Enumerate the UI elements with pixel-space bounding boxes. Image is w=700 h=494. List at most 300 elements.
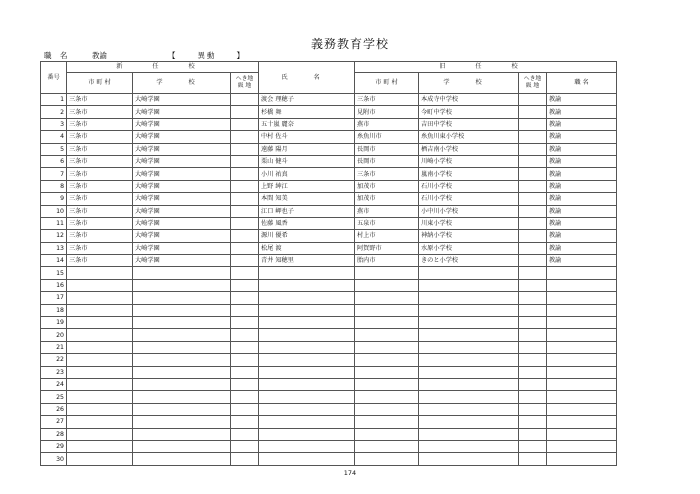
table-row: [41, 403, 617, 415]
position-cell: 教諭: [547, 106, 617, 118]
category-label: [158, 50, 256, 61]
job-title-label: 職 名: [44, 51, 71, 60]
new-school-cell: [133, 366, 231, 378]
new-remote-cell: [231, 255, 259, 267]
table-row: [41, 391, 617, 403]
new-school-cell: 大崎学園: [133, 217, 231, 229]
table-row: [41, 267, 617, 279]
new-remote-cell: [231, 168, 259, 180]
new-municipality-cell: [67, 366, 133, 378]
row-number: 3: [41, 118, 67, 130]
new-municipality-cell: [67, 453, 133, 465]
new-remote-cell: [231, 193, 259, 205]
page-title: 義務教育学校: [310, 37, 389, 51]
name-cell: [259, 366, 355, 378]
new-municipality-cell: 三条市: [67, 230, 133, 242]
new-school-cell: [133, 440, 231, 452]
old-remote-cell: [519, 403, 547, 415]
new-municipality-cell: 三条市: [67, 155, 133, 167]
new-remote-cell: [231, 205, 259, 217]
old-remote-cell: [519, 180, 547, 192]
table-row: [41, 143, 617, 155]
row-number: 8: [41, 180, 67, 192]
old-municipality-cell: [355, 416, 419, 428]
old-school-cell: [419, 292, 519, 304]
position-cell: [547, 366, 617, 378]
new-remote-cell: [231, 106, 259, 118]
new-municipality-cell: 三条市: [67, 168, 133, 180]
table-row: [41, 193, 617, 205]
position-cell: [547, 341, 617, 353]
table-row: [41, 366, 617, 378]
row-number: 17: [41, 292, 67, 304]
position-cell: 教諭: [547, 205, 617, 217]
table-row: [41, 242, 617, 254]
old-school-cell: [419, 378, 519, 390]
new-municipality-cell: [67, 354, 133, 366]
new-remote-cell: [231, 366, 259, 378]
new-municipality-cell: 三条市: [67, 180, 133, 192]
header-old-remote: [519, 73, 547, 94]
row-number: 12: [41, 230, 67, 242]
new-remote-cell: [231, 131, 259, 143]
old-remote-cell: [519, 193, 547, 205]
new-remote-cell: [231, 155, 259, 167]
header-old-municipality: 市 町 村: [355, 73, 419, 94]
header-new-remote-top: へき地: [235, 76, 254, 82]
new-municipality-cell: [67, 267, 133, 279]
new-remote-cell: [231, 378, 259, 390]
position-cell: 教諭: [547, 217, 617, 229]
table-row: [41, 106, 617, 118]
job-title-value: 教諭: [92, 51, 107, 60]
table-row: [41, 255, 617, 267]
old-remote-cell: [519, 378, 547, 390]
row-number: 20: [41, 329, 67, 341]
old-municipality-cell: [355, 378, 419, 390]
row-number: 14: [41, 255, 67, 267]
new-school-cell: 大崎学園: [133, 106, 231, 118]
old-remote-cell: [519, 292, 547, 304]
new-remote-cell: [231, 329, 259, 341]
position-cell: [547, 378, 617, 390]
new-remote-cell: [231, 440, 259, 452]
old-school-cell: 川崎小学校: [419, 155, 519, 167]
old-municipality-cell: [355, 329, 419, 341]
old-remote-cell: [519, 391, 547, 403]
old-municipality-cell: 糸魚川市: [355, 131, 419, 143]
new-municipality-cell: [67, 279, 133, 291]
new-remote-cell: [231, 403, 259, 415]
new-school-cell: [133, 391, 231, 403]
table-row: [41, 205, 617, 217]
new-school-cell: 大崎学園: [133, 118, 231, 130]
old-school-cell: [419, 304, 519, 316]
old-remote-cell: [519, 329, 547, 341]
row-number: 23: [41, 366, 67, 378]
new-municipality-cell: [67, 329, 133, 341]
row-number: 25: [41, 391, 67, 403]
table-row: [41, 118, 617, 130]
position-cell: [547, 329, 617, 341]
roster-body: [41, 94, 617, 466]
old-municipality-cell: [355, 304, 419, 316]
old-remote-cell: [519, 279, 547, 291]
table-row: [41, 317, 617, 329]
name-cell: 青井 知穂里: [259, 255, 355, 267]
position-cell: 教諭: [547, 168, 617, 180]
table-row: [41, 180, 617, 192]
old-school-cell: [419, 329, 519, 341]
old-school-cell: [419, 267, 519, 279]
position-cell: [547, 403, 617, 415]
header-name: 氏 名: [259, 62, 355, 94]
new-municipality-cell: [67, 416, 133, 428]
old-municipality-cell: 加茂市: [355, 180, 419, 192]
old-municipality-cell: 長岡市: [355, 155, 419, 167]
table-row: [41, 168, 617, 180]
old-municipality-cell: [355, 391, 419, 403]
table-row: [41, 354, 617, 366]
name-cell: 松尾 渡: [259, 242, 355, 254]
new-school-cell: [133, 453, 231, 465]
row-number: 1: [41, 94, 67, 106]
name-cell: 佐藤 風香: [259, 217, 355, 229]
new-municipality-cell: 三条市: [67, 94, 133, 106]
old-school-cell: 糸魚川東小学校: [419, 131, 519, 143]
table-row: [41, 131, 617, 143]
position-cell: 教諭: [547, 242, 617, 254]
old-school-cell: 石川小学校: [419, 180, 519, 192]
new-remote-cell: [231, 242, 259, 254]
row-number: 11: [41, 217, 67, 229]
position-cell: 教諭: [547, 193, 617, 205]
position-cell: [547, 453, 617, 465]
new-municipality-cell: 三条市: [67, 217, 133, 229]
row-number: 29: [41, 440, 67, 452]
row-number: 21: [41, 341, 67, 353]
old-remote-cell: [519, 205, 547, 217]
name-cell: [259, 292, 355, 304]
old-school-cell: [419, 317, 519, 329]
new-school-cell: 大崎学園: [133, 180, 231, 192]
name-cell: [259, 341, 355, 353]
old-school-cell: [419, 416, 519, 428]
new-remote-cell: [231, 94, 259, 106]
old-school-cell: [419, 354, 519, 366]
old-municipality-cell: [355, 292, 419, 304]
new-municipality-cell: [67, 341, 133, 353]
new-school-cell: [133, 292, 231, 304]
new-remote-cell: [231, 391, 259, 403]
name-cell: 遠藤 陽月: [259, 143, 355, 155]
old-school-cell: 今町中学校: [419, 106, 519, 118]
old-municipality-cell: 胎内市: [355, 255, 419, 267]
old-school-cell: [419, 391, 519, 403]
new-school-cell: 大崎学園: [133, 205, 231, 217]
name-cell: [259, 416, 355, 428]
roster-table: [40, 61, 617, 466]
old-school-cell: きのと小学校: [419, 255, 519, 267]
header-old-remote-bottom: 級 地: [525, 83, 540, 89]
row-number: 18: [41, 304, 67, 316]
new-remote-cell: [231, 428, 259, 440]
name-cell: [259, 279, 355, 291]
old-school-cell: 小中川小学校: [419, 205, 519, 217]
new-municipality-cell: 三条市: [67, 143, 133, 155]
position-cell: 教諭: [547, 230, 617, 242]
new-school-cell: 大崎学園: [133, 255, 231, 267]
old-municipality-cell: 長岡市: [355, 143, 419, 155]
table-row: [41, 230, 617, 242]
new-remote-cell: [231, 267, 259, 279]
new-municipality-cell: [67, 378, 133, 390]
old-municipality-cell: 燕市: [355, 205, 419, 217]
new-school-cell: [133, 329, 231, 341]
position-cell: 教諭: [547, 131, 617, 143]
old-municipality-cell: [355, 341, 419, 353]
old-municipality-cell: 阿賀野市: [355, 242, 419, 254]
new-municipality-cell: 三条市: [67, 242, 133, 254]
new-municipality-cell: 三条市: [67, 255, 133, 267]
name-cell: 五十嵐 麗奈: [259, 118, 355, 130]
new-school-cell: 大崎学園: [133, 193, 231, 205]
position-cell: [547, 317, 617, 329]
new-school-cell: [133, 416, 231, 428]
old-school-cell: [419, 279, 519, 291]
row-number: 7: [41, 168, 67, 180]
old-remote-cell: [519, 118, 547, 130]
position-cell: 教諭: [547, 94, 617, 106]
new-municipality-cell: 三条市: [67, 118, 133, 130]
old-school-cell: [419, 428, 519, 440]
new-school-cell: [133, 354, 231, 366]
table-row: [41, 217, 617, 229]
name-cell: 小川 祐真: [259, 168, 355, 180]
position-cell: [547, 391, 617, 403]
old-remote-cell: [519, 131, 547, 143]
position-cell: [547, 304, 617, 316]
row-number: 13: [41, 242, 67, 254]
header-old-remote-top: へき地: [523, 76, 542, 82]
new-school-cell: [133, 304, 231, 316]
table-row: [41, 329, 617, 341]
position-cell: 教諭: [547, 143, 617, 155]
new-school-cell: [133, 378, 231, 390]
old-remote-cell: [519, 304, 547, 316]
table-row: [41, 292, 617, 304]
position-cell: [547, 440, 617, 452]
old-remote-cell: [519, 416, 547, 428]
position-cell: [547, 416, 617, 428]
new-municipality-cell: 三条市: [67, 106, 133, 118]
new-remote-cell: [231, 416, 259, 428]
header-old-school-name: 学 校: [419, 73, 519, 94]
new-school-cell: 大崎学園: [133, 230, 231, 242]
new-municipality-cell: [67, 292, 133, 304]
new-school-cell: [133, 428, 231, 440]
header-row-groups: [41, 62, 617, 73]
row-number: 28: [41, 428, 67, 440]
category-text: 異動: [197, 51, 217, 60]
new-remote-cell: [231, 341, 259, 353]
new-school-cell: 大崎学園: [133, 155, 231, 167]
position-cell: 教諭: [547, 255, 617, 267]
old-school-cell: [419, 366, 519, 378]
row-number: 9: [41, 193, 67, 205]
name-cell: 江口 岬也子: [259, 205, 355, 217]
position-cell: 教諭: [547, 155, 617, 167]
old-remote-cell: [519, 317, 547, 329]
name-cell: [259, 354, 355, 366]
old-municipality-cell: [355, 267, 419, 279]
row-number: 24: [41, 378, 67, 390]
row-number: 30: [41, 453, 67, 465]
new-school-cell: 大崎学園: [133, 94, 231, 106]
new-school-cell: 大崎学園: [133, 242, 231, 254]
table-row: [41, 341, 617, 353]
name-cell: [259, 317, 355, 329]
position-cell: 教諭: [547, 118, 617, 130]
old-remote-cell: [519, 366, 547, 378]
new-school-cell: 大崎学園: [133, 168, 231, 180]
old-school-cell: 石川小学校: [419, 193, 519, 205]
name-cell: 源川 優希: [259, 230, 355, 242]
old-remote-cell: [519, 217, 547, 229]
position-cell: [547, 354, 617, 366]
new-municipality-cell: [67, 428, 133, 440]
name-cell: [259, 329, 355, 341]
new-school-cell: [133, 317, 231, 329]
new-remote-cell: [231, 317, 259, 329]
new-municipality-cell: 三条市: [67, 193, 133, 205]
old-remote-cell: [519, 106, 547, 118]
old-remote-cell: [519, 341, 547, 353]
row-number: 15: [41, 267, 67, 279]
old-remote-cell: [519, 168, 547, 180]
table-row: [41, 440, 617, 452]
row-number: 5: [41, 143, 67, 155]
old-remote-cell: [519, 354, 547, 366]
old-remote-cell: [519, 453, 547, 465]
name-cell: [259, 378, 355, 390]
page-number: 174: [343, 469, 357, 477]
old-school-cell: 水原小学校: [419, 242, 519, 254]
old-municipality-cell: [355, 354, 419, 366]
new-remote-cell: [231, 304, 259, 316]
header-position: 職 名: [547, 73, 617, 94]
new-school-cell: 大崎学園: [133, 131, 231, 143]
old-municipality-cell: 燕市: [355, 118, 419, 130]
table-row: [41, 453, 617, 465]
old-school-cell: 神納小学校: [419, 230, 519, 242]
new-remote-cell: [231, 279, 259, 291]
old-municipality-cell: [355, 440, 419, 452]
new-remote-cell: [231, 143, 259, 155]
new-school-cell: 大崎学園: [133, 143, 231, 155]
old-school-cell: 栖吉南小学校: [419, 143, 519, 155]
row-number: 16: [41, 279, 67, 291]
old-school-cell: [419, 440, 519, 452]
category-open-bracket: 【: [168, 51, 178, 60]
old-municipality-cell: 三条市: [355, 168, 419, 180]
name-cell: [259, 267, 355, 279]
table-row: [41, 155, 617, 167]
row-number: 22: [41, 354, 67, 366]
new-school-cell: [133, 341, 231, 353]
new-municipality-cell: [67, 391, 133, 403]
position-cell: 教諭: [547, 180, 617, 192]
old-school-cell: 嵐南小学校: [419, 168, 519, 180]
new-school-cell: [133, 403, 231, 415]
old-remote-cell: [519, 267, 547, 279]
old-municipality-cell: [355, 317, 419, 329]
new-remote-cell: [231, 217, 259, 229]
old-remote-cell: [519, 94, 547, 106]
name-cell: [259, 440, 355, 452]
position-cell: [547, 292, 617, 304]
header-new-municipality: 市 町 村: [67, 73, 133, 94]
name-cell: 栗山 健斗: [259, 155, 355, 167]
table-row: [41, 279, 617, 291]
new-school-cell: [133, 279, 231, 291]
category-close-bracket: 】: [236, 51, 246, 60]
old-municipality-cell: [355, 366, 419, 378]
new-remote-cell: [231, 118, 259, 130]
name-cell: 渡会 理穂子: [259, 94, 355, 106]
row-number: 10: [41, 205, 67, 217]
name-cell: 上野 紳江: [259, 180, 355, 192]
table-row: [41, 378, 617, 390]
old-municipality-cell: [355, 403, 419, 415]
new-remote-cell: [231, 453, 259, 465]
new-school-cell: [133, 267, 231, 279]
old-remote-cell: [519, 440, 547, 452]
new-remote-cell: [231, 180, 259, 192]
new-remote-cell: [231, 292, 259, 304]
old-school-cell: 吉田中学校: [419, 118, 519, 130]
table-row: [41, 416, 617, 428]
name-cell: [259, 403, 355, 415]
old-municipality-cell: [355, 428, 419, 440]
new-municipality-cell: [67, 317, 133, 329]
name-cell: 杉橋 舞: [259, 106, 355, 118]
table-row: [41, 94, 617, 106]
row-number: 4: [41, 131, 67, 143]
new-municipality-cell: [67, 304, 133, 316]
name-cell: 本間 知美: [259, 193, 355, 205]
old-municipality-cell: 加茂市: [355, 193, 419, 205]
position-cell: [547, 279, 617, 291]
header-new-school-name: 学 校: [133, 73, 231, 94]
table-row: [41, 428, 617, 440]
new-remote-cell: [231, 354, 259, 366]
name-cell: [259, 304, 355, 316]
old-municipality-cell: 村上市: [355, 230, 419, 242]
row-number: 2: [41, 106, 67, 118]
old-school-cell: [419, 403, 519, 415]
name-cell: [259, 453, 355, 465]
old-school-cell: 川東小学校: [419, 217, 519, 229]
new-municipality-cell: 三条市: [67, 205, 133, 217]
old-remote-cell: [519, 230, 547, 242]
name-cell: 中村 佐斗: [259, 131, 355, 143]
header-new-school: 新 任 校: [67, 62, 259, 73]
position-cell: [547, 267, 617, 279]
header-new-remote-bottom: 級 地: [237, 83, 252, 89]
new-municipality-cell: 三条市: [67, 131, 133, 143]
old-school-cell: [419, 341, 519, 353]
